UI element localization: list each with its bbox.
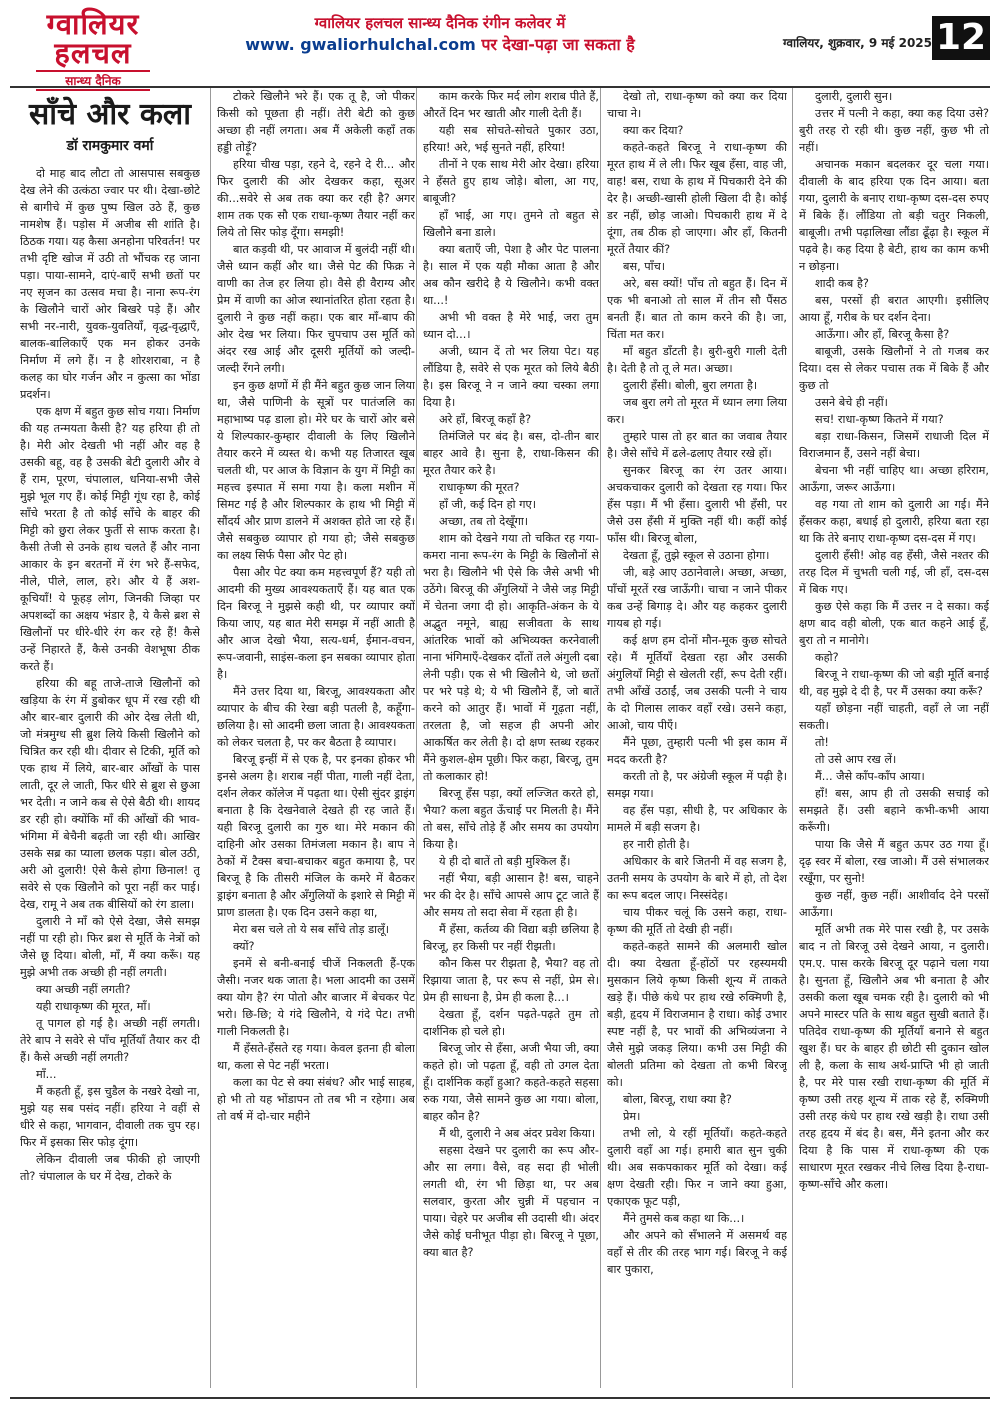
paragraph: बड़ा राधा-किसन, जिसमें राधाजी दिल में विराजमान हैं, उसने नहीं बेचा। xyxy=(799,430,989,460)
article-author: डॉ रामकुमार वर्मा xyxy=(66,138,154,154)
paragraph: एक क्षण में बहुत कुछ सोच गया। निर्माण की यह तन्मयता कैसी है? यह हरिया ही तो है। मेरी ओर देखती भी नहीं और वह है उसकी बहू, वह है उसकी बेटी दुलारी और वे हैं राम, पूरण, चंपालाल, धनिया-सभी जैसे मुझे भूल गए हैं। कोई मिट्टी गूंध रहा है, कोई साँचे भरता है तो कोई साँचे के बाहर की मिट्टी को छुरा लेकर फुर्ती से साफ करता है। कैसी तेजी से उनके हाथ चलते हैं और नाना आकार के इन बरतनों में रंग भरे हैं-सफेद, नीले, पीले, लाल, हरे। और ये हैं अश-कूचियाँ! ये फूहड़ लोग, जिनकी जिव्हा पर अपशब्दों का अक्षय भंडार है, ये कैसे ब्रश से खिलौनों पर धीरे-धीरे रंग कर रहे हैं! कैसे उन्हें निहारते हैं, कैसे उनकी वेशभूषा ठीक करते हैं। xyxy=(20,405,200,673)
paragraph: तीनों ने एक साथ मेरी ओर देखा। हरिया ने हँसते हुए हाथ जोड़े। बोला, आ गए, बाबूजी? xyxy=(423,158,599,205)
paragraph: पाया कि जैसे मैं बहुत ऊपर उठ गया हूँ। दृढ़ स्वर में बोला, रख जाओ। मैं उसे संभालकर रखूँगा, पर सुनो! xyxy=(799,838,989,885)
paragraph: मैंने उत्तर दिया था, बिरजू, आवश्यकता और व्यापार के बीच की रेखा बड़ी पतली है, कहूँगा-छलिया है। सो आदमी छला जाता है। आवश्यकता को लेकर चलता है, पर कर बैठता है व्यापार। xyxy=(217,685,415,749)
paragraph: हरिया चीख पड़ा, रहने दे, रहने दे री... और फिर दुलारी की ओर देखकर कहा, सूअर की...सवेरे से अब तक क्या कर रही है? अगर शाम तक एक सौ एक राधा-कृष्ण तैयार नहीं कर लिये तो सिर फोड़ दूँगा। समझी! xyxy=(217,158,415,239)
paragraph: हाँ! बस, आप ही तो उसकी सचाई को समझते हैं। उसी बहाने कभी-कभी आया करूँगी। xyxy=(799,787,989,834)
article-title: साँचे और कला xyxy=(28,97,192,132)
paragraph: इनमें से बनी-बनाई चीजें निकलती हैं-एक जैसी। नजर थक जाता है। भला आदमी का उसमें क्या योग है? रंग पोतो और बाजार में बेचकर पेट भरो। छि-छि; ये गंदे खिलौने, ये गंदे पेट। तभी गाली निकलती है। xyxy=(217,957,415,1038)
paragraph: माँ बहुत डाँटती है। बुरी-बुरी गाली देती है। देती है तो तू ले मत। अच्छा। xyxy=(607,345,787,375)
paragraph: उसने बेचे ही नहीं। xyxy=(815,396,888,409)
banner-line-1: ग्वालियर हलचल सान्ध्य दैनिक रंगीन कलेवर में xyxy=(314,14,566,32)
paragraph: मूर्ति अभी तक मेरे पास रखी है, पर उसके बाद न तो बिरजू उसे देखने आया, न दुलारी। एम.ए. पास करके बिरजू दूर पढ़ाने चला गया है। सुनता हूँ, खिलौने अब भी बनाता है और उसकी कला खूब चमक रही है। दुलारी को भी अपने मास्टर पति के साथ बहुत सुखी बताते हैं। पतिदेव राधा-कृष्ण की मूर्तियाँ बनाने से बहुत खुश हैं। घर के बाहर ही छोटी सी दुकान खोल ली है, कला के साथ अर्थ-प्राप्ति भी हो जाती है, पर मेरे पास रखी राधा-कृष्ण की मूर्ति में कृष्ण उसी तरह शून्य में ताक रहे हैं, रुक्मिणी उसी तरह कंधे पर हाथ रखे खड़ी है। राधा उसी तरह हृदय में बंद है। बस, मैंने इतना और कर दिया है कि पास में राधा-कृष्ण की एक साधारण मूरत रखकर नीचे लिख दिया है-राधा-कृष्ण-साँचे और कला। xyxy=(799,923,989,1191)
banner-line-2 xyxy=(180,34,700,56)
paragraph: बिरजू जोर से हँसा, अजी भैया जी, क्या कहते हो। जो पढ़ता हूँ, वही तो उगल देता हूँ। दार्शनिक कहाँ हुआ? कहते-कहते सहसा रुक गया, जैसे सामने कुछ आ गया। बोला, बाहर कौन है? xyxy=(423,1042,599,1123)
paragraph: बेचना भी नहीं चाहिए था। अच्छा हरिराम, आऊँगा, जरूर आऊँगा। xyxy=(799,464,989,494)
paragraph: कौन किस पर रीझता है, भैया? वह तो रिझाया जाता है, पर रूप से नहीं, प्रेम से। प्रेम ही साधना है, प्रेम ही कला है...। xyxy=(423,957,599,1004)
paragraph: हरिया की बहू ताजे-ताजे खिलौनों को खड़िया के रंग में डुबोकर धूप में रख रही थी और बार-बार दुलारी की ओर देख लेती थी, जो मंत्रमुग्ध सी ब्रुश लिये किसी खिलौने को चित्रित कर रही थी। दीवार से टिकी, मूर्ति को एक हाथ में लिये, बार-बार आँखों के पास लाती, दूर ले जाती, फिर धीरे से ब्रुश से छुआ भर देती। न जाने कब से ऐसे बैठी थी। शायद डर रही हो। क्योंकि माँ की आँखों की भाव-भंगिमा में बेचैनी बढ़ती जा रही थी। आखिर उसके सब्र का प्याला छलक पड़ा। बोल उठी, अरी ओ दुलारी! ऐसे कैसे होगा छिनाल! तू सवेरे से एक खिलौने को पूरा नहीं कर पाई। देख, रामू ने अब तक बीसियों को रंग डाला। xyxy=(20,677,200,911)
article-column-5 xyxy=(792,88,989,1388)
paragraph: बिरजू हँस पड़ा, क्यों लज्जित करते हो, भैया? कला बहुत ऊँचाई पर मिलती है। मैंने तो बस, साँचे तोड़े हैं और समय का उपयोग किया है। xyxy=(423,787,599,851)
paragraph: हर नारी होती है। xyxy=(623,838,690,851)
paragraph: मैंने तुमसे कब कहा था कि...। xyxy=(623,1212,745,1225)
paragraph: क्यों? xyxy=(233,940,255,953)
paragraph: मैं हँसा, कर्तव्य की विद्या बड़ी छलिया है बिरजू, हर किसी पर नहीं रीझती। xyxy=(423,923,599,953)
paragraph: कई क्षण हम दोनों मौन-मूक कुछ सोचते रहे। मैं मूर्तियाँ देखता रहा और उसकी अंगुलियाँ मिट्टी से खेलती रहीं, रूप देती रहीं। तभी आँखें उठाईं, जब उसकी पत्नी ने चाय के दो गिलास लाकर वहाँ रखे। उसने कहा, आओ, चाय पीएँ। xyxy=(607,634,787,732)
paragraph: यहाँ छोड़ना नहीं चाहती, वहाँ ले जा नहीं सकती। xyxy=(799,702,989,732)
paragraph: कुछ ऐसे कहा कि मैं उत्तर न दे सका। कई क्षण बाद वही बोली, एक बात कहने आई हूँ, बुरा तो न मानोगे। xyxy=(799,600,989,647)
column-body xyxy=(20,165,200,1185)
column-body xyxy=(607,88,787,1278)
paragraph: अरे, बस क्यों! पाँच तो बहुत हैं। दिन में एक भी बनाओ तो साल में तीन सौ पैंसठ बनती हैं। बात तो काम करने की है। जा, चिंता मत कर। xyxy=(607,277,787,341)
paragraph: बाबूजी, उसके खिलौनों ने तो गजब कर दिया। दस से लेकर पचास तक में बिके हैं और कुछ तो xyxy=(799,345,989,392)
paragraph: कहो? xyxy=(815,651,839,664)
paragraph: काम करके फिर मर्द लोग शराब पीते हैं, औरतें दिन भर खाती और गाली देती हैं। xyxy=(423,90,599,120)
banner-line-2-text: पर देखा-पढ़ा जा सकता है xyxy=(481,35,635,54)
paragraph: शाम को देखने गया तो चकित रह गया-कमरा नाना रूप-रंग के मिट्टी के खिलौनों से भरा है। खिलौने भी ऐसे कि जैसे अभी भी उठेंगे। बिरजू की अँगुलियों ने जैसे जड़ मिट्टी में चेतना जगा दी हो। आकृति-अंकन के ये अद्भुत नमूने, बाह्य सजीवता के साथ आंतरिक भावों को अभिव्यक्त करनेवाली नाना भंगिमाएँ-देखकर दाँतों तले अंगुली दबा लेनी पड़ी। एक से भी खिलौने थे, जो छतों पर भरे पड़े थे; ये भी खिलौने हैं, जो बातें करने को आतुर हैं। भावों में गूढ़ता नहीं, तरलता है, जो सहज ही अपनी ओर आकर्षित कर लेती है। दो क्षण स्तब्ध रहकर मैंने कुशल-क्षेम पूछी। फिर कहा, बिरजू, तुम तो कलाकार हो! xyxy=(423,532,599,783)
paragraph: करती तो है, पर अंग्रेजी स्कूल में पढ़ी है।समझ गया। xyxy=(607,770,787,800)
footer-divider xyxy=(10,1397,990,1399)
paragraph: बिरजू ने राधा-कृष्ण की जो बड़ी मूर्ति बनाई थी, वह मुझे दे दी है, पर मैं उसका क्या करूँ? xyxy=(799,668,989,698)
paragraph: सुनकर बिरजू का रंग उतर आया। अचकचाकर दुलारी को देखता रह गया। फिर हँस पड़ा। मैं भी हँसा। दुलारी भी हँसी, पर जैसे उस हँसी में मुक्ति नहीं थी। कहीं कोई फाँस थी। बिरजू बोला, xyxy=(607,464,787,545)
paragraph: यही सब सोचते-सोचते पुकार उठा, हरिया! अरे, भई सुनते नहीं, हरिया! xyxy=(423,124,599,154)
paragraph: हाँ भाई, आ गए। तुमने तो बहुत से खिलौने बना डाले। xyxy=(423,209,599,239)
paragraph: हाँ जी, कई दिन हो गए। xyxy=(439,498,537,511)
paragraph: तू पागल हो गई है। अच्छी नहीं लगती। तेरे बाप ने सवेरे से पाँच मूर्तियाँ तैयार कर दी हैं। कैसे अच्छी नहीं लगती? xyxy=(20,1017,200,1064)
paragraph: नहीं भैया, बड़ी आसान है! बस, चाहने भर की देर है। साँचे आपसे आप टूट जाते हैं और समय तो सदा सेवा में रहता ही है। xyxy=(423,872,599,919)
article-column-3 xyxy=(416,88,599,1388)
paragraph: मैं कहती हूँ, इस चुडैल के नखरे देखो ना, मुझे यह सब पसंद नहीं। हरिया ने वहीं से धीरे से कहा, भागवान, दीवाली तक चुप रह। फिर में इसका सिर फोड़ दूंगा। xyxy=(20,1085,200,1149)
newspaper-logo xyxy=(18,7,168,88)
article-column-4 xyxy=(600,88,787,1388)
paragraph: वह गया तो शाम को दुलारी आ गई। मैंने हँसकर कहा, बधाई हो दुलारी, हरिया बता रहा था कि तेरे बनाए राधा-कृष्ण दस-दस में गए। xyxy=(799,498,989,545)
paragraph: टोकरे खिलौने भरे हैं। एक तू है, जो पीकर किसी को पूछता ही नहीं। तेरी बेटी को कुछ अच्छा ही नहीं लगता। अब मैं अकेली कहाँ तक हड्डी तोड़ूँ? xyxy=(217,90,415,154)
paragraph: कुछ नहीं, कुछ नहीं। आशीर्वाद देने परसों आऊँगा। xyxy=(799,889,989,919)
paragraph: तो उसे आप रख लें। xyxy=(815,753,897,766)
paragraph: राधाकृष्ण की मूरत? xyxy=(439,481,520,494)
paragraph: बिरजू इन्हीं में से एक है, पर इनका होकर भी इनसे अलग है। शराब नहीं पीता, गाली नहीं देता, दर्शन लेकर कॉलेज में पढ़ता था। ऐसी सुंदर ड्राइंग बनाता है कि देखनेवाले देखते ही रह जाते हैं। यही बिरजू दुलारी का गुरु था। मेरे मकान की दाहिनी ओर उसका तिमंजला मकान है। बाप ने ठेकों में टैक्स बचा-बचाकर बहुत कमाया है, पर बिरजू है कि तीसरी मंजिल के कमरे में बैठकर ड्राइंग बनाता है और अँगुलियों के इशारे से मिट्टी में प्राण डालता है। एक दिन उसने कहा था, xyxy=(217,753,415,919)
paragraph: लेकिन दीवाली जब फीकी हो जाएगी तो? चंपालाल के घर में देख, टोकरे के xyxy=(20,1153,200,1183)
paragraph: ये ही दो बातें तो बड़ी मुश्किल हैं। xyxy=(439,855,571,868)
masthead xyxy=(10,8,990,88)
paragraph: दुलारी ने माँ को ऐसे देखा, जैसे समझ नहीं पा रही हो। फिर ब्रश से मूर्ति के नेत्रों को जैसे छू दिया। बोली, माँ, मैं क्या करूँ। यह मुझे अभी तक अच्छी ही नहीं लगती। xyxy=(20,915,200,979)
paragraph: बस, पाँच। xyxy=(623,260,666,273)
paragraph: मैं थी, दुलारी ने अब अंदर प्रवेश किया। xyxy=(439,1127,596,1140)
paragraph: अजी, ध्यान दें तो भर लिया पेट। यह लौंडिया है, सवेरे से एक मूरत को लिये बैठी है। इस बिरजू ने न जाने क्या चस्का लगा दिया है। xyxy=(423,345,599,409)
paragraph: जी, बड़े आए उठानेवाले। अच्छा, अच्छा, पाँचों मूरतें रख जाऊँगी। चाचा न जाने पीकर कब उन्हें बिगाड़ दे। और यह कहकर दुलारी गायब हो गई। xyxy=(607,566,787,630)
paragraph: शादी कब है? xyxy=(815,277,869,290)
article-column-2 xyxy=(210,88,415,1388)
paragraph: उत्तर में पत्नी ने कहा, क्या कह दिया उसे? बुरी तरह रो रही थी। कुछ नहीं, कुछ भी तो नहीं। xyxy=(799,107,989,154)
paragraph: दुलारी हँसी। बोली, बुरा लगता है। xyxy=(623,379,758,392)
paragraph: और अपने को सँभालने में असमर्थ वह वहाँ से तीर की तरह भाग गई। बिरजू ने कई बार पुकारा, xyxy=(607,1229,787,1276)
paragraph: दो माह बाद लौटा तो आसपास सबकुछ देख लेने की उत्कंठा ज्वार पर थी। देखा-छोटे से बागीचे में कुछ पुष्प खिल उठे हैं, कुछ नामशेष हैं। पड़ोस में अजीब सी शांति है। ठिठक गया। यह कैसा अनहोना परिवर्तन! पर तभी दृष्टि खोज में उठी तो भौंचक रह जाना पड़ा। पाया-सामने, दाएं-बाएँ सभी छतों पर नए सृजन का उत्सव मचा है। नाना रूप-रंग के खिलौने चारों ओर बिखरे पड़े हैं। और सभी नर-नारी, युवक-युवतियाँ, वृद्ध-वृद्धाएँ, बालक-बालिकाएँ एक मन होकर उनके निर्माण में लगे हैं। न है शोरशराबा, न है कलह का घोर गर्जन और न कुत्सा का भोंडा प्रदर्शन। xyxy=(20,167,200,401)
paragraph: मैं हँसते-हँसते रह गया। केवल इतना ही बोला था, कला से पेट नहीं भरता। xyxy=(217,1042,415,1072)
page-number: 12 xyxy=(932,16,990,60)
paragraph: अरे हाँ, बिरजू कहाँ है? xyxy=(439,413,532,426)
paragraph: तुम्हारे पास तो हर बात का जवाब तैयार है। जैसे साँचे में ढले-ढलाए तैयार रखे हों। xyxy=(607,430,787,460)
paragraph: बस, परसों ही बरात आएगी। इसीलिए आया हूँ, गरीब के घर दर्शन देना। xyxy=(799,294,989,324)
logo-line-1: ग्वालियर xyxy=(46,7,140,41)
paragraph: देखता हूँ, तुझे स्कूल से उठाना होगा। xyxy=(623,549,770,562)
paragraph: अचानक मकान बदलकर दूर चला गया। दीवाली के बाद हरिया एक दिन आया। बता गया, दुलारी के बनाए राधा-कृष्ण दस-दस रुपए में बिके हैं। लौंडिया तो बड़ी चतुर निकली, बाबूजी। तभी पढ़ालिखा लौंडा ढूँढ़ा है। स्कूल में पढ़वे है। कह दिया है बेटी, हाथ का काम कभी न छोड़ना। xyxy=(799,158,989,273)
paragraph: आऊँगा। और हाँ, बिरजू कैसा है? xyxy=(815,328,950,341)
logo-line-2: हलचल xyxy=(54,36,132,70)
paragraph: जब बुरा लगे तो मूरत में ध्यान लगा लिया कर। xyxy=(607,396,787,426)
paragraph: माँ... xyxy=(36,1068,57,1081)
paragraph: बात कड़वी थी, पर आवाज में बुलंदी नहीं थी। जैसे ध्यान कहीं और था। जैसे पेट की फिक्र ने वाणी का तेज हर लिया हो। वैसे ही वैराग्य और प्रेम में वाणी का ओज स्थानांतरित होता रहता है। दुलारी ने कुछ नहीं कहा। एक बार माँ-बाप की ओर देख भर लिया। फिर चुपचाप उस मूर्ति को अंदर रख आई और दूसरी मूर्तियों को जल्दी-जल्दी रँगने लगी। xyxy=(217,243,415,375)
column-body xyxy=(217,88,415,1125)
paragraph: वह हँस पड़ा, सीधी है, पर अधिकार के मामले में बड़ी सजग है। xyxy=(607,804,787,834)
paragraph: क्या बताएँ जी, पेशा है और पेट पालना है। साल में एक यही मौका आता है और अब कौन खरीदे है ये खिलौने। कभी वक्त था...! xyxy=(423,243,599,307)
paragraph: यही राधाकृष्ण की मूरत, माँ। xyxy=(36,1000,151,1013)
paragraph: पैसा और पेट क्या कम महत्त्वपूर्ण हैं? यही तो आदमी की मुख्य आवश्यकताएँ हैं। यह बात एक दिन बिरजू ने मुझसे कही थी, पर व्यापार क्यों किया जाए, यह बात मेरी समझ में नहीं आती है और आज देखो भैया, सत्य-धर्म, ईमान-वचन, रूप-जवानी, साइंस-कला इन सबका व्यापार होता है। xyxy=(217,566,415,681)
article-column-1 xyxy=(20,88,200,1388)
paragraph: इन कुछ क्षणों में ही मैंने बहुत कुछ जान लिया था, जैसे पाणिनी के सूत्रों पर पातंजलि का महाभाष्य पढ़ डाला हो। मेरे घर के चारों ओर बसे ये शिल्पकार-कुम्हार दीवाली के लिए खिलौने तैयार करने में व्यस्त थे। कभी यह तिजारत खूब चलती थी, पर आज के विज्ञान के युग में मिट्टी का महत्त्व इस्पात में समा गया है। कला मशीन में सिमट गई है और शिल्पकार के हाथ भी मिट्टी में सौंदर्य और प्राण डालने में अशक्त होते जा रहे हैं। जैसे सबकुछ व्यापार हो गया हो; जैसे सबकुछ का लक्ष्य सिर्फ पैसा और पेट हो। xyxy=(217,379,415,562)
paragraph: तिमंजिले पर बंद है। बस, दो-तीन बार बाहर आवे है। सुना है, राधा-किसन की मूरत तैयार करे है। xyxy=(423,430,599,477)
paragraph: तभी लो, ये रहीं मूर्तियाँ। कहते-कहते दुलारी वहाँ आ गई। हमारी बात सुन चुकी थी। अब सकपकाकर मूर्ति को देखा। कई क्षण देखती रही। फिर न जाने क्या हुआ, एकाएक फूट पड़ी, xyxy=(607,1127,787,1208)
paragraph: अधिकार के बारे जितनी में वह सजग है, उतनी समय के उपयोग के बारे में हो, तो देश का रूप बदल जाए। निस्संदेह। xyxy=(607,855,787,902)
paragraph: चाय पीकर चलूं कि उसने कहा, राधा-कृष्ण की मूर्ति तो देखी ही नहीं। xyxy=(607,906,787,936)
paragraph: प्रेम। xyxy=(623,1110,641,1123)
paragraph: देखता हूँ, दर्शन पढ़ते-पढ़ते तुम तो दार्शनिक हो चले हो। xyxy=(423,1008,599,1038)
paragraph: अच्छा, तब तो देखूँगा। xyxy=(439,515,529,528)
paragraph: मैंने पूछा, तुम्हारी पत्नी भी इस काम में मदद करती है? xyxy=(607,736,787,766)
paragraph: देखो तो, राधा-कृष्ण को क्या कर दिया चाचा ने। xyxy=(607,90,787,120)
paragraph: बोला, बिरजू, राधा क्या है? xyxy=(623,1093,732,1106)
paragraph: सच! राधा-कृष्ण कितने में गया? xyxy=(815,413,944,426)
paragraph: दुलारी हँसी! ओह वह हँसी, जैसे नश्तर की तरह दिल में चुभती चली गई, जी हाँ, दस-दस में बिक गए। xyxy=(799,549,989,596)
paragraph: मेरा बस चले तो ये सब साँचे तोड़ डालूँ। xyxy=(233,923,390,936)
dateline: ग्वालियर, शुक्रवार, 9 मई 2025 xyxy=(783,36,932,50)
header-banner xyxy=(180,12,700,56)
logo-subtitle: सान्ध्य दैनिक xyxy=(36,70,150,91)
paragraph: कला का पेट से क्या संबंध? और भाई साहब, हो भी तो यह भोंडापन तो तब भी न रहेगा। अब तो वर्ष में दो-चार महीने xyxy=(217,1076,415,1123)
paragraph: दुलारी, दुलारी सुन। xyxy=(815,90,893,103)
paragraph: मैं... जैसे काँप-काँप आया। xyxy=(815,770,925,783)
paragraph: कहते-कहते बिरजू ने राधा-कृष्ण की मूरत हाथ में ले ली। फिर खूब हँसा, वाह जी, वाह! बस, राधा के हाथ में पिचकारी देने की देर है। अच्छी-खासी होली खिला दी है। कोई डर नहीं, छोड़ जाओ। पिचकारी हाथ में दे दूंगा, तब ठीक हो जाएगा। और हाँ, कितनी मूरतें तैयार कीं? xyxy=(607,141,787,256)
column-body xyxy=(423,88,599,1261)
website-url[interactable]: www. gwaliorhulchal.com xyxy=(245,35,476,54)
paragraph: क्या कर दिया? xyxy=(623,124,684,137)
column-body xyxy=(799,88,989,1193)
paragraph: कहते-कहते सामने की अलमारी खोल दी। क्या देखता हूँ-होंठों पर रहस्यमयी मुसकान लिये कृष्ण किसी शून्य में ताकते खड़े हैं। पीछे कंधे पर हाथ रखे रुक्मिणी है, बड़ी, हृदय में विराजमान है राधा। कोई उभार स्पष्ट नहीं है, पर भावों की अभिव्यंजना ने जैसे मुझे जकड़ लिया। कभी उस मिट्टी की बोलती प्रतिमा को देखता तो कभी बिरजू को। xyxy=(607,940,787,1089)
paragraph: तो! xyxy=(815,736,829,749)
paragraph: अभी भी वक्त है मेरे भाई, जरा तुम ध्यान दो...। xyxy=(423,311,599,341)
paragraph: सहसा देखने पर दुलारी का रूप और-और सा लगा। वैसे, वह सदा ही भोली लगती थी, रंग भी छिड़ा था, पर अब सलवार, कुरता और चुन्नी में पहचान न पाया। चेहरे पर अजीब सी उदासी थी। अंदर जैसे कोई घनीभूत पीड़ा हो। बिरजू ने पूछा, क्या बात है? xyxy=(423,1144,599,1259)
paragraph: क्या अच्छी नहीं लगती? xyxy=(36,983,131,996)
